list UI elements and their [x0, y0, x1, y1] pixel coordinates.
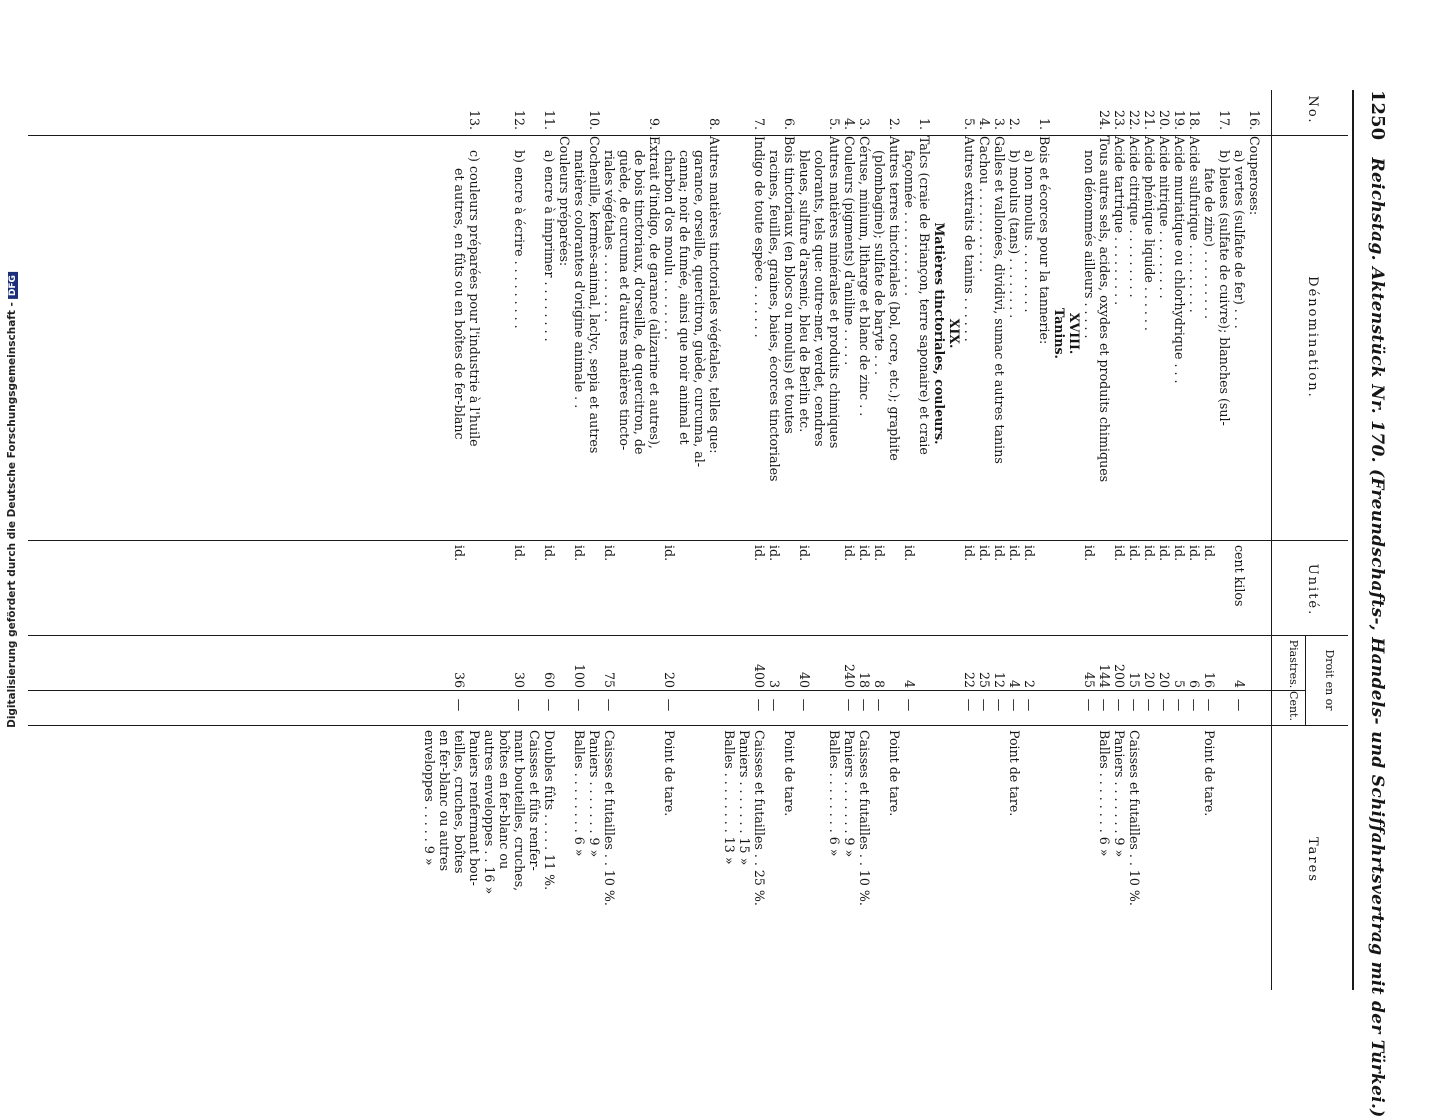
table-row — [902, 90, 917, 990]
row-cent: — — [977, 698, 992, 712]
row-cent: — — [662, 698, 677, 712]
tariff-table — [422, 90, 1262, 990]
table-row — [647, 90, 662, 990]
row-remarks: Caisses et futailles . . 10 %. — [1127, 730, 1142, 906]
row-piastres: 16 — [1202, 671, 1217, 688]
row-cent: — — [542, 698, 557, 712]
row-number: 4. — [977, 117, 992, 130]
table-row — [662, 90, 677, 990]
header-rule — [1352, 90, 1354, 990]
row-denomination: Bois et écorces pour la tannerie: — [1037, 136, 1052, 345]
row-remarks: Caisses et futailles . . 25 %. — [752, 730, 767, 906]
row-denomination: a) encre à imprimer . . . . . . . . — [542, 150, 557, 342]
row-cent: — — [1187, 698, 1202, 712]
row-piastres: 60 — [542, 671, 557, 688]
row-remarks: Point de tare. — [1007, 730, 1022, 817]
row-denomination: racines, feuilles, graines, baies, écorces tinctoriales — [767, 150, 782, 482]
table-row — [587, 90, 602, 990]
table-row — [1202, 90, 1217, 990]
table-row — [707, 90, 722, 990]
row-remarks: en fer-blanc ou autres — [437, 730, 452, 872]
table-row — [1172, 90, 1187, 990]
table-row — [992, 90, 1007, 990]
row-number: 22. — [1127, 109, 1142, 130]
row-number: 2. — [887, 117, 902, 130]
row-piastres: 3 — [767, 679, 782, 688]
row-remarks: mant bouteilles, cruches, — [512, 730, 527, 892]
row-unit: id. — [842, 545, 857, 562]
table-row — [617, 90, 632, 990]
row-denomination: Galles et vallonées, dividivi, sumac et autres tanins — [992, 136, 1007, 464]
row-denomination: Extrait d'indigo, de garance (alizarine et autres), — [647, 136, 662, 449]
row-remarks: enveloppes . . . . . 9 » — [422, 730, 437, 866]
row-unit: id. — [1202, 545, 1217, 562]
row-denomination: Acide citrique . . . . . . . . . — [1127, 136, 1142, 298]
row-remarks: Paniers renfermant bou- — [467, 730, 482, 886]
table-row — [482, 90, 497, 990]
row-denomination: Cochenille, kermès-animal, laclyc, sepia et autres — [587, 136, 602, 454]
row-denomination: c) couleurs préparées pour l'industrie à l'huile — [467, 150, 482, 447]
row-unit: id. — [1157, 545, 1172, 562]
table-row — [527, 90, 542, 990]
row-remarks: Balles . . . . . . . . 13 » — [722, 730, 737, 865]
row-number: 9. — [647, 117, 662, 130]
table-row — [977, 90, 992, 990]
row-number: 5. — [827, 117, 842, 130]
table-row — [917, 90, 932, 990]
page-header — [1367, 90, 1388, 1118]
row-denomination: b) moulus (tans) . . . . . . . . — [1007, 150, 1022, 319]
dfg-badge: DFG — [8, 272, 18, 299]
table-row — [767, 90, 782, 990]
row-piastres: 6 — [1187, 679, 1202, 688]
table-row — [1082, 90, 1097, 990]
row-number: 20. — [1157, 109, 1172, 130]
row-number: 4. — [842, 117, 857, 130]
row-denomination: Bois tinctoriaux (en blocs ou moulus) et toutes — [782, 136, 797, 434]
row-unit: id. — [1082, 545, 1097, 562]
table-row — [842, 90, 857, 990]
row-cent: — — [842, 698, 857, 712]
row-denomination: (plombagine); sulfate de baryte . . . — [872, 150, 887, 375]
row-denomination: XIX. — [947, 318, 962, 349]
row-cent: — — [752, 698, 767, 712]
row-remarks: Paniers . . . . . . . 9 » — [587, 730, 602, 858]
row-remarks: Point de tare. — [887, 730, 902, 817]
row-unit: id. — [602, 545, 617, 562]
row-piastres: 75 — [602, 671, 617, 688]
row-denomination: de bois tinctoriaux, d'orseille, de quercitron, de — [632, 150, 647, 455]
row-number: 3. — [992, 117, 1007, 130]
table-row — [722, 90, 737, 990]
row-cent: — — [1232, 698, 1247, 712]
row-piastres: 400 — [752, 663, 767, 688]
row-unit: id. — [512, 545, 527, 562]
table-row — [602, 90, 617, 990]
row-piastres: 4 — [902, 679, 917, 688]
row-denomination: Indigo de toute espèce . . . . . . . — [752, 136, 767, 338]
table-row — [857, 90, 872, 990]
row-piastres: 12 — [992, 671, 1007, 688]
row-piastres: 30 — [512, 671, 527, 688]
row-denomination: bleues, sulfure d'arsenic, bleu de Berlin etc. — [797, 150, 812, 433]
row-cent: — — [872, 698, 887, 712]
row-piastres: 5 — [1172, 679, 1187, 688]
row-denomination: b) bleues (sulfate de cuivre); blanches (sul- — [1217, 150, 1232, 426]
table-row — [1127, 90, 1142, 990]
row-number: 17. — [1217, 109, 1232, 130]
row-denomination: a) vertes (sulfate de fer) . . . — [1232, 150, 1247, 329]
row-piastres: 45 — [1082, 671, 1097, 688]
row-cent: — — [452, 698, 467, 712]
row-denomination: Acide nitrique . . . . . . . . . — [1157, 136, 1172, 299]
row-denomination: Tanins. — [1052, 308, 1067, 359]
row-unit: id. — [1127, 545, 1142, 562]
row-number: 10. — [587, 109, 602, 130]
row-remarks: autres enveloppes . . 16 » — [482, 730, 497, 895]
row-piastres: 20 — [1142, 671, 1157, 688]
row-cent: — — [992, 698, 1007, 712]
row-unit: id. — [1022, 545, 1037, 562]
row-remarks: boîtes en fer-blanc ou — [497, 730, 512, 870]
row-piastres: 144 — [1097, 663, 1112, 688]
row-number: 5. — [962, 117, 977, 130]
row-unit: id. — [662, 545, 677, 562]
row-piastres: 200 — [1112, 663, 1127, 688]
row-denomination: Acide tartrique . . . . . . . . . — [1112, 136, 1127, 306]
col-header-cent: Cent. — [1287, 691, 1300, 721]
row-unit: id. — [542, 545, 557, 562]
table-row — [1022, 90, 1037, 990]
table-row — [1142, 90, 1157, 990]
col-header-no: No. — [1305, 95, 1320, 125]
row-number: 1. — [917, 117, 932, 130]
row-piastres: 240 — [842, 663, 857, 688]
row-denomination: b) encre à écrire . . . . . . . . . — [512, 150, 527, 329]
row-unit: id. — [872, 545, 887, 562]
row-denomination: guède, de curcuma et d'autres matières tincto- — [617, 150, 632, 451]
table-row — [497, 90, 512, 990]
table-row — [872, 90, 887, 990]
row-remarks: teilles, cruches, boîtes — [452, 730, 467, 874]
table-row — [542, 90, 557, 990]
row-remarks: Balles . . . . . . . . 6 » — [572, 730, 587, 857]
row-denomination: Talcs (craie de Briançon, terre saponaire) et craie — [917, 136, 932, 455]
row-denomination: fate de zinc) . . . . . . . . . — [1202, 168, 1217, 320]
row-cent: — — [1007, 698, 1022, 712]
row-unit: id. — [452, 545, 467, 562]
table-row — [1232, 90, 1247, 990]
row-cent: — — [1142, 698, 1157, 712]
row-unit: id. — [752, 545, 767, 562]
table-row — [1112, 90, 1127, 990]
row-denomination: Autres extraits de tanins . . . . . . — [962, 136, 977, 342]
table-row — [692, 90, 707, 990]
row-unit: id. — [797, 545, 812, 562]
row-cent: — — [767, 698, 782, 712]
row-piastres: 22 — [962, 671, 977, 688]
table-row — [557, 90, 572, 990]
row-number: 3. — [857, 117, 872, 130]
page-title: Reichstag. Aktenstück Nr. 170. (Freundschafts-, Handels- und Schiffahrtsvertrag mit der Türkei.) — [1367, 157, 1387, 1118]
row-cent: — — [1157, 698, 1172, 712]
row-denomination: et autres, en fûts ou en boîtes de fer-blanc — [452, 168, 467, 440]
row-piastres: 4 — [1007, 679, 1022, 688]
table-row — [1247, 90, 1262, 990]
section-heading — [1067, 90, 1082, 990]
table-row — [887, 90, 902, 990]
table-row — [452, 90, 467, 990]
row-unit: id. — [572, 545, 587, 562]
table-row — [737, 90, 752, 990]
row-remarks: Paniers . . . . . . . 9 » — [1112, 730, 1127, 858]
col-header-remarks: Tares — [1305, 837, 1320, 883]
row-cent: — — [1202, 698, 1217, 712]
section-heading — [947, 90, 962, 990]
table-row — [632, 90, 647, 990]
row-piastres: 100 — [572, 663, 587, 688]
row-piastres: 20 — [1157, 671, 1172, 688]
row-cent: — — [857, 698, 872, 712]
row-denomination: Autres terres tinctoriales (bol, ocre, etc.); graphite — [887, 136, 902, 461]
row-denomination: matières colorantes d'origine animale . . — [572, 150, 587, 409]
row-remarks: Point de tare. — [782, 730, 797, 817]
row-unit: id. — [1172, 545, 1187, 562]
row-denomination: Céruse, minium, litharge et blanc de zinc . . — [857, 136, 872, 417]
page-number: 1250 — [1367, 90, 1388, 141]
row-denomination: canna; noir de fumée, ainsi que noir animal et — [677, 150, 692, 445]
row-remarks: Doubles fûts . . . . . 11 %. — [542, 730, 557, 891]
row-denomination: Tous autres sels, acides, oxydes et produits chimiques — [1097, 136, 1112, 483]
row-unit: id. — [1142, 545, 1157, 562]
row-cent: — — [1082, 698, 1097, 712]
row-number: 24. — [1097, 109, 1112, 130]
table-row — [512, 90, 527, 990]
row-denomination: XVIII. — [1067, 312, 1082, 355]
row-denomination: Couleurs préparées: — [557, 136, 572, 267]
row-denomination: Autres matières tinctoriales végétales, telles que: — [707, 136, 722, 454]
row-denomination: Autres matières minérales et produits chimiques — [827, 136, 842, 449]
row-piastres: 18 — [857, 671, 872, 688]
row-piastres: 36 — [452, 671, 467, 688]
row-remarks: Point de tare. — [1202, 730, 1217, 817]
row-cent: — — [512, 698, 527, 712]
row-remarks: Point de tare. — [662, 730, 677, 817]
table-row — [1007, 90, 1022, 990]
row-remarks: Caisses et fûts renfer- — [527, 730, 542, 871]
row-denomination: charbon d'os moulu . . . . . . . . — [662, 150, 677, 340]
section-heading — [1052, 90, 1067, 990]
row-cent: — — [1172, 698, 1187, 712]
row-remarks: Balles . . . . . . . . 6 » — [1097, 730, 1112, 857]
row-denomination: a) non moulus . . . . . . . . . — [1022, 150, 1037, 313]
row-piastres: 8 — [872, 679, 887, 688]
row-number: 18. — [1187, 109, 1202, 130]
row-cent: — — [962, 698, 977, 712]
row-cent: — — [797, 698, 812, 712]
row-denomination: Acide phénique liquide . . . . . . — [1142, 136, 1157, 331]
row-remarks: Paniers . . . . . . . 9 » — [842, 730, 857, 858]
row-unit: id. — [1187, 545, 1202, 562]
table-row — [677, 90, 692, 990]
row-unit: id. — [857, 545, 872, 562]
table-row — [1217, 90, 1232, 990]
table-row — [962, 90, 977, 990]
table-row — [437, 90, 452, 990]
table-row — [1157, 90, 1172, 990]
row-number: 2. — [1007, 117, 1022, 130]
row-denomination: colorants, tels que: outre-mer, verdet, cendres — [812, 150, 827, 447]
col-header-piastres: Piastres. — [1287, 639, 1300, 689]
row-remarks: Balles . . . . . . . . 6 » — [827, 730, 842, 857]
row-cent: — — [1127, 698, 1142, 712]
row-number: 1. — [1037, 117, 1052, 130]
row-piastres: 4 — [1232, 679, 1247, 688]
row-number: 16. — [1247, 109, 1262, 130]
row-unit: id. — [1007, 545, 1022, 562]
row-denomination: Matières tinctoriales, couleurs. — [932, 222, 947, 445]
side-note-label: Digitalisierung gefördert durch die Deutsche Forschungsgemeinschaft - — [6, 302, 18, 728]
row-number: 12. — [512, 109, 527, 130]
table-row — [782, 90, 797, 990]
table-row — [1037, 90, 1052, 990]
row-number: 19. — [1172, 109, 1187, 130]
row-denomination: riales végétales . . . . . . . . . — [602, 150, 617, 323]
row-denomination: Acide sulfurique . . . . . . . . . — [1187, 136, 1202, 313]
row-denomination: Cachou . . . . . . . . . . . — [977, 136, 992, 273]
row-denomination: Couperoses: — [1247, 136, 1262, 216]
row-number: 7. — [752, 117, 767, 130]
row-piastres: 2 — [1022, 679, 1037, 688]
row-piastres: 15 — [1127, 671, 1142, 688]
row-number: 8. — [707, 117, 722, 130]
table-row — [752, 90, 767, 990]
row-unit: id. — [992, 545, 1007, 562]
table-row — [1187, 90, 1202, 990]
row-cent: — — [1112, 698, 1127, 712]
row-cent: — — [1022, 698, 1037, 712]
table-row — [827, 90, 842, 990]
row-unit: id. — [977, 545, 992, 562]
row-unit: id. — [962, 545, 977, 562]
row-cent: — — [572, 698, 587, 712]
table-row — [812, 90, 827, 990]
row-denomination: Couleurs (pigments) d'aniline . . . . . — [842, 136, 857, 366]
section-heading — [932, 90, 947, 990]
row-cent: — — [1097, 698, 1112, 712]
col-header-unit: Unité. — [1305, 563, 1320, 617]
row-denomination: Acide muriatique ou chlorhydrique . . . — [1172, 136, 1187, 384]
row-unit: cent kilos — [1232, 545, 1247, 607]
row-piastres: 20 — [662, 671, 677, 688]
row-denomination: garance, orseille, quercitron, guède, curcuma, al- — [692, 150, 707, 468]
row-unit: id. — [1112, 545, 1127, 562]
row-denomination: non dénommés ailleurs . . . . . — [1082, 150, 1097, 339]
row-cent: — — [602, 698, 617, 712]
table-row — [572, 90, 587, 990]
row-piastres: 40 — [797, 671, 812, 688]
row-piastres: 25 — [977, 671, 992, 688]
row-denomination: façonnée . . . . . . . . . . . — [902, 150, 917, 297]
table-row — [467, 90, 482, 990]
row-number: 21. — [1142, 109, 1157, 130]
row-number: 11. — [542, 109, 557, 130]
table-row — [797, 90, 812, 990]
row-unit: id. — [902, 545, 917, 562]
row-number: 6. — [782, 117, 797, 130]
row-number: 13. — [467, 109, 482, 130]
row-remarks: Caisses et futailles . . 10 %. — [857, 730, 872, 906]
row-number: 23. — [1112, 109, 1127, 130]
row-remarks: Paniers . . . . . . . 15 » — [737, 730, 752, 866]
row-unit: id. — [767, 545, 782, 562]
col-header-duty: Droit en or — [1323, 649, 1336, 711]
row-cent: — — [902, 698, 917, 712]
col-header-denomination: Dénomination. — [1305, 276, 1320, 399]
duty-subheader-rule — [1305, 635, 1306, 725]
table-row — [1097, 90, 1112, 990]
table-row — [422, 90, 437, 990]
row-remarks: Caisses et futailles . . 10 %. — [602, 730, 617, 906]
